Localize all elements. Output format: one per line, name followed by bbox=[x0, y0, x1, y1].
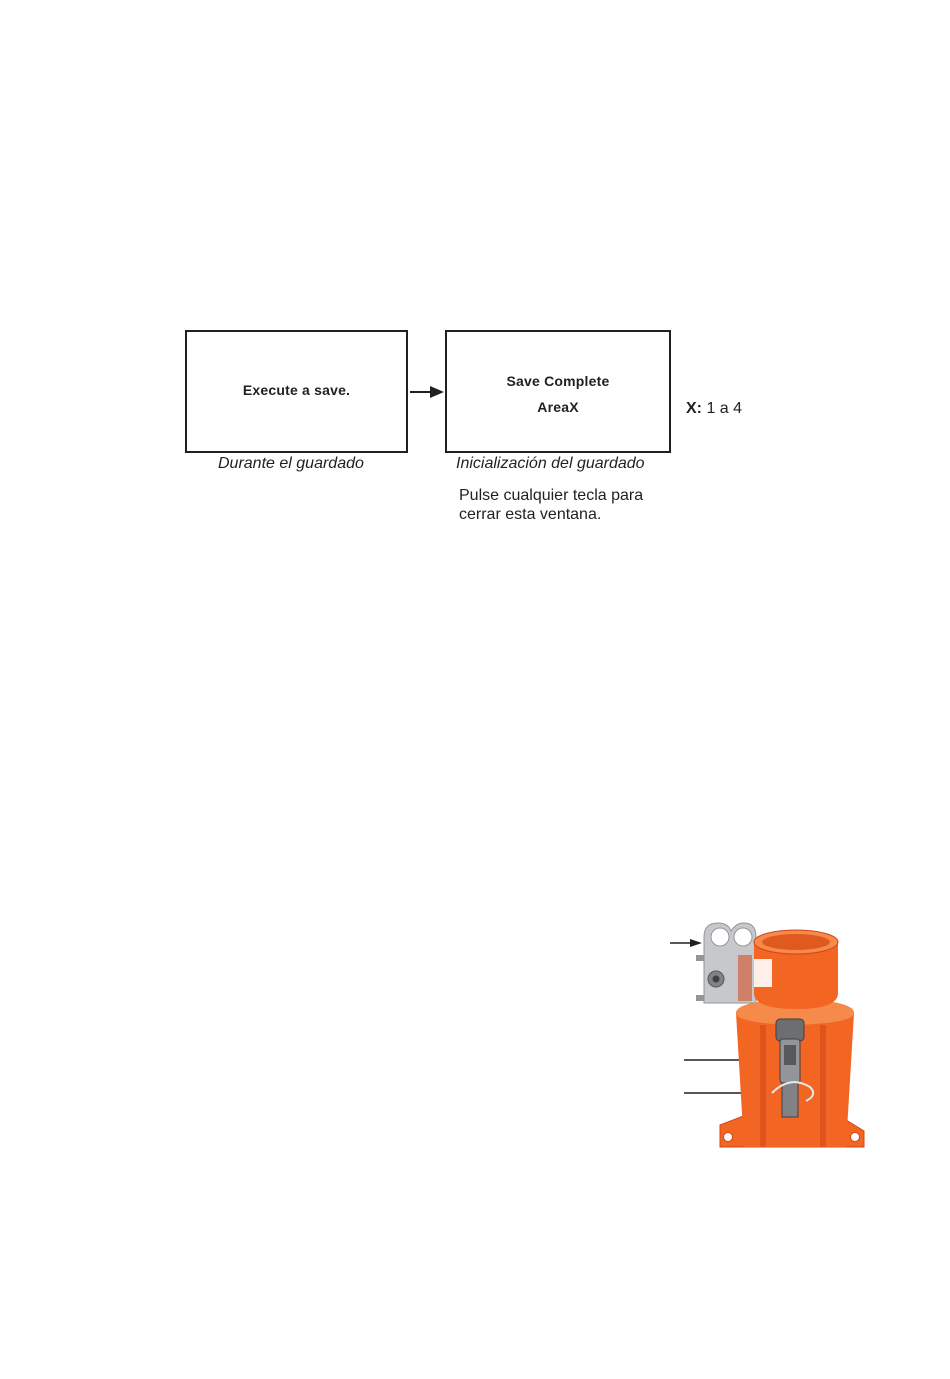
screen-area: AreaX bbox=[537, 399, 579, 415]
x-range-label: X: bbox=[686, 400, 702, 417]
pointer-arrow-bracket bbox=[670, 939, 702, 947]
close-window-note bbox=[459, 486, 643, 524]
note-line-1: Pulse cualquier tecla para bbox=[459, 487, 644, 504]
device-illustration bbox=[668, 915, 868, 1155]
caption-save-complete: Inicialización del guardado bbox=[456, 455, 645, 472]
caption-during-save: Durante el guardado bbox=[218, 455, 364, 472]
screen-message: Execute a save. bbox=[242, 382, 351, 398]
screen-during-save bbox=[185, 330, 408, 453]
x-range-value: 1 a 4 bbox=[702, 400, 743, 417]
x-range-note bbox=[686, 400, 742, 418]
mounting-bracket bbox=[696, 923, 756, 1003]
flow-arrow bbox=[408, 385, 448, 399]
note-line-2: cerrar esta ventana. bbox=[459, 506, 602, 523]
screen-title: Save Complete bbox=[506, 373, 610, 389]
screen-save-complete bbox=[445, 330, 671, 453]
top-cylinder bbox=[754, 930, 838, 1009]
